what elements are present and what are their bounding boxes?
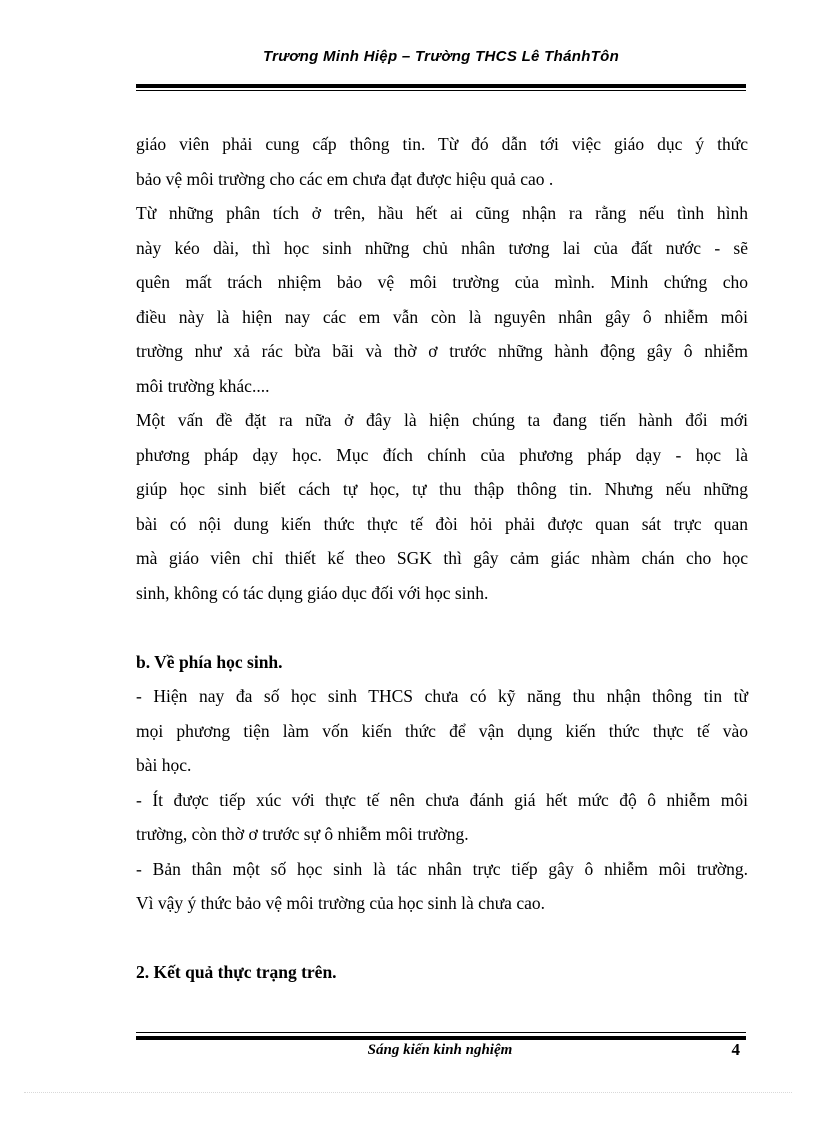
text-line: - Hiện nay đa số học sinh THCS chưa có kỹ năng thu nhận thông tin từ [136, 686, 748, 706]
document-body [136, 130, 748, 993]
text-line: mà giáo viên chỉ thiết kế theo SGK thì gây cảm giác nhàm chán cho học [136, 548, 748, 568]
text-line: môi trường khác.... [136, 375, 270, 396]
text-line: giúp học sinh biết cách tự học, tự thu thập thông tin. Nhưng nếu những [136, 479, 748, 499]
header-rule-thin [136, 90, 746, 91]
text-line: - Bản thân một số học sinh là tác nhân trực tiếp gây ô nhiễm môi trường. [136, 858, 748, 879]
footer-rule-thick [136, 1036, 746, 1040]
footer-rule-thin [136, 1032, 746, 1033]
text-line: quên mất trách nhiệm bảo vệ môi trường của mình. Minh chứng cho [136, 272, 748, 292]
paragraph-gap [136, 924, 748, 959]
paragraph-gap [136, 613, 748, 648]
header-rule-thick [136, 84, 746, 88]
text-line: bài có nội dung kiến thức thực tế đòi hỏi phải được quan sát trực quan [136, 513, 748, 534]
text-line: bài học. [136, 755, 192, 775]
text-line: trường như xả rác bừa bãi và thờ ơ trước những hành động gây ô nhiễm [136, 341, 748, 361]
text-line: này kéo dài, thì học sinh những chủ nhân tương lai của đất nước - sẽ [136, 237, 748, 258]
text-line: Vì vậy ý thức bảo vệ môi trường của học sinh là chưa cao. [136, 893, 545, 913]
text-line: Từ những phân tích ở trên, hầu hết ai cũng nhận ra rằng nếu tình hình [136, 203, 748, 223]
page-bottom-divider [24, 1092, 792, 1093]
text-line: - Ít được tiếp xúc với thực tế nên chưa đánh giá hết mức độ ô nhiễm môi [136, 789, 748, 810]
page-header-title: Trương Minh Hiệp – Trường THCS Lê ThánhTôn [262, 48, 620, 65]
text-line: điều này là hiện nay các em vẫn còn là nguyên nhân gây ô nhiễm môi [136, 306, 748, 327]
text-line: trường, còn thờ ơ trước sự ô nhiễm môi trường. [136, 824, 469, 844]
section-heading: b. Về phía học sinh. [136, 651, 283, 672]
text-line: sinh, không có tác dụng giáo dục đối với học sinh. [136, 582, 489, 603]
text-line: bảo vệ môi trường cho các em chưa đạt được hiệu quả cao . [136, 168, 554, 189]
page-number: 4 [731, 1040, 740, 1059]
text-line: mọi phương tiện làm vốn kiến thức để vận dụng kiến thức thực tế vào [136, 720, 748, 741]
page-footer-title: Sáng kiến kinh nghiệm [367, 1042, 513, 1058]
text-line: phương pháp dạy học. Mục đích chính của phương pháp dạy - học là [136, 444, 748, 465]
text-line: giáo viên phải cung cấp thông tin. Từ đó dẫn tới việc giáo dục ý thức [136, 134, 748, 154]
section-heading: 2. Kết quả thực trạng trên. [136, 962, 337, 982]
text-line: Một vấn đề đặt ra nữa ở đây là hiện chúng ta đang tiến hành đổi mới [136, 410, 748, 430]
